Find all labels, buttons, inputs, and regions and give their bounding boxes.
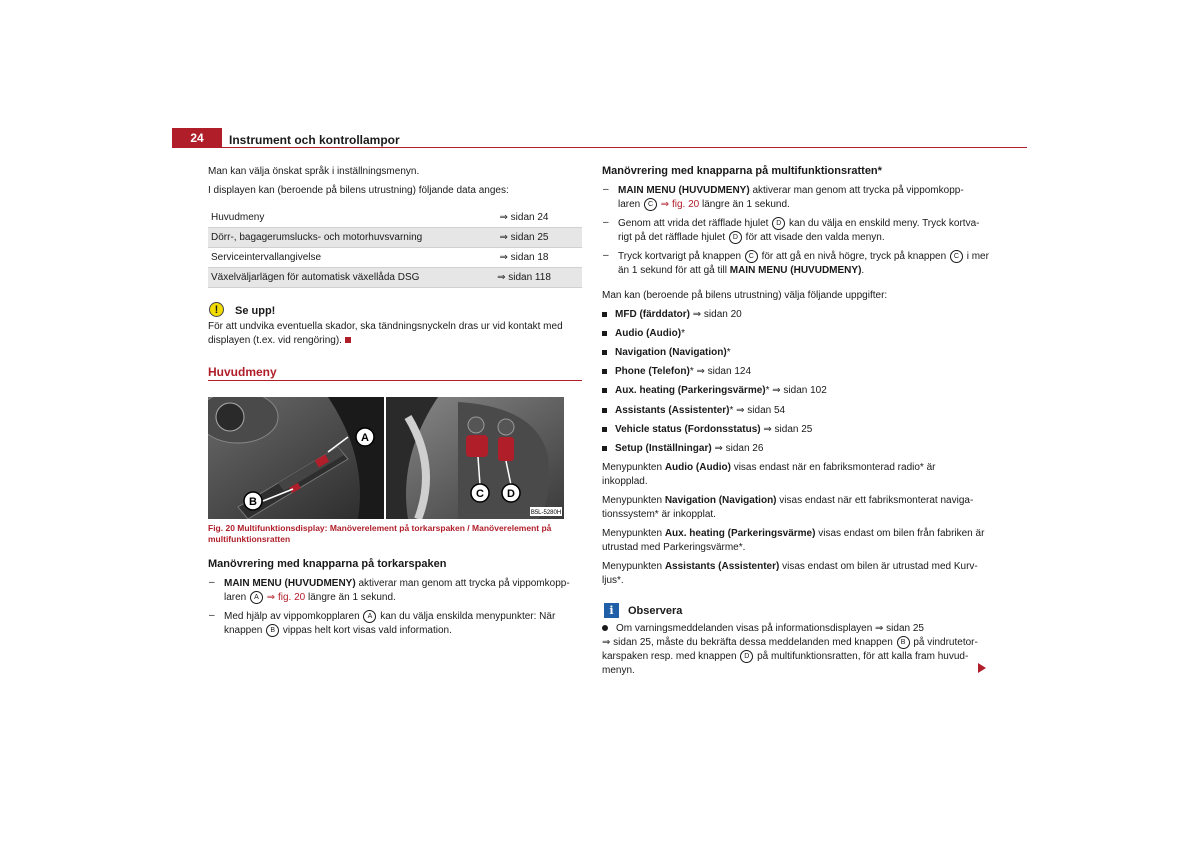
wheel-item-3-line-2: än 1 sekund för att gå till MAIN MENU (HUVUDMENY). — [618, 265, 865, 276]
button-d-marker: D — [772, 217, 785, 230]
note-line-1: Om varningsmeddelanden visas på informationsdisplayen ⇒ sidan 25 — [602, 622, 924, 636]
dash-marker: – — [603, 250, 609, 261]
table-cell-ref[interactable]: ⇒ sidan 24 — [466, 208, 582, 228]
wheel-item-3-line-1: Tryck kortvarigt på knappen C för att gå en nivå högre, tryck på knappen C i mer — [618, 251, 989, 263]
table-cell-ref[interactable]: ⇒ sidan 18 — [466, 248, 582, 268]
dash-marker: – — [603, 184, 609, 195]
bullet-icon — [602, 427, 607, 432]
note-aux-line-1: Menypunkten Aux. heating (Parkeringsvärme) visas endast om bilen från fabriken är — [602, 528, 985, 539]
figure-20 — [208, 397, 564, 519]
bullet-icon — [602, 369, 607, 374]
button-c-marker: C — [644, 198, 657, 211]
display-data-table — [208, 208, 582, 288]
button-a-marker: A — [363, 610, 376, 623]
figure-caption-1: Fig. 20 Multifunktionsdisplay: Manöverelement på torkarspaken / Manöverelement på — [208, 523, 552, 533]
figure-code: B5L-5280H — [530, 510, 562, 516]
list-item: Assistants (Assistenter)* ⇒ sidan 54 — [602, 404, 785, 418]
lever-item-1-line-2: laren A ⇒ fig. 20 längre än 1 sekund. — [224, 592, 396, 604]
note-line-2: ⇒ sidan 25, måste du bekräfta dessa meddelanden med knappen B på vindrutetor- — [602, 637, 978, 649]
fig-link[interactable]: ⇒ fig. 20 — [658, 199, 700, 211]
bullet-icon — [602, 312, 607, 317]
dash-marker: – — [603, 217, 609, 228]
button-c-marker: C — [950, 250, 963, 263]
note-line-4: menyn. — [602, 665, 635, 676]
right-section-title: Manövrering med knapparna på multifunktionsratten* — [602, 165, 882, 177]
bullet-icon — [602, 331, 607, 336]
wheel-item-2-line-1: Genom att vrida det räfflade hjulet D kan du välja en enskild meny. Tryck kortva- — [618, 218, 980, 230]
caution-line-1: För att undvika eventuella skador, ska tändningsnyckeln dras ur vid kontakt med — [208, 321, 563, 332]
callout-d-label: D — [507, 488, 515, 500]
lever-item-2-line-2: knappen B vippas helt kort visas vald information. — [224, 625, 452, 637]
bullet-icon — [602, 446, 607, 451]
note-assist-line-1: Menypunkten Assistants (Assistenter) visas endast om bilen är utrustad med Kurv- — [602, 561, 978, 572]
button-c-marker: C — [745, 250, 758, 263]
table-cell-label: Huvudmeny — [208, 208, 466, 228]
list-item: Aux. heating (Parkeringsvärme)* ⇒ sidan 102 — [602, 384, 827, 398]
wheel-item-2-line-2: rigt på det räfflade hjulet D för att visade den valda menyn. — [618, 232, 885, 244]
list-item: Phone (Telefon)* ⇒ sidan 124 — [602, 365, 751, 379]
note-audio-line-2: inkopplad. — [602, 476, 648, 487]
button-b-marker: B — [266, 624, 279, 637]
note-line-3: karspaken resp. med knappen D på multifunktionsratten, för att kalla fram huvud- — [602, 651, 969, 663]
callout-a-label: A — [361, 432, 369, 444]
wheel-item-1-line-1: MAIN MENU (HUVUDMENY) aktiverar man genom att trycka på vippomkopp- — [618, 185, 964, 196]
table-row — [208, 208, 582, 228]
exclamation-icon: ! — [209, 302, 224, 317]
note-nav-line-1: Menypunkten Navigation (Navigation) visas endast när ett fabriksmonterat naviga- — [602, 495, 974, 506]
wheel-item-1-line-2: laren C ⇒ fig. 20 längre än 1 sekund. — [618, 199, 790, 211]
table-cell-ref[interactable]: ⇒ sidan 118 — [466, 268, 582, 288]
list-item: Navigation (Navigation)* — [602, 346, 731, 360]
note-aux-line-2: utrustad med Parkeringsvärme*. — [602, 542, 746, 553]
chapter-title: Instrument och kontrollampor — [229, 133, 400, 147]
page-number: 24 — [190, 131, 204, 145]
callout-c-label: C — [476, 488, 484, 500]
dash-marker: – — [209, 610, 215, 621]
table-row — [208, 268, 582, 288]
options-intro: Man kan (beroende på bilens utrustning) välja följande uppgifter: — [602, 290, 888, 301]
section-rule — [208, 380, 582, 381]
bullet-icon — [602, 388, 607, 393]
subsection-title: Manövrering med knapparna på torkarspaken — [208, 558, 447, 570]
note-assist-line-2: ljus*. — [602, 575, 624, 586]
header-rule — [222, 147, 1027, 148]
caution-title: Se upp! — [235, 305, 276, 317]
button-b-marker: B — [897, 636, 910, 649]
list-item: Vehicle status (Fordonsstatus) ⇒ sidan 25 — [602, 423, 812, 437]
dash-marker: – — [209, 577, 215, 588]
table-cell-label: Serviceintervallangivelse — [208, 248, 466, 268]
table-cell-label: Växelväljarlägen för automatisk växellåda DSG — [208, 268, 466, 288]
intro-language: Man kan välja önskat språk i inställningsmenyn. — [208, 166, 420, 177]
fig-link[interactable]: ⇒ fig. 20 — [264, 592, 306, 604]
info-icon: i — [604, 603, 619, 618]
button-d-marker: D — [740, 650, 753, 663]
lever-item-2-line-1: Med hjälp av vippomkopplaren A kan du välja enskilda menypunkter: När — [224, 611, 556, 623]
lever-item-1-line-1: MAIN MENU (HUVUDMENY) aktiverar man genom att trycka på vippomkopp- — [224, 578, 570, 589]
end-square-icon — [345, 337, 351, 343]
callout-b-label: B — [249, 496, 257, 508]
bullet-icon — [602, 350, 607, 355]
caution-line-2: displayen (t.ex. vid rengöring). — [208, 334, 351, 348]
note-audio-line-1: Menypunkten Audio (Audio) visas endast när en fabriksmonterad radio* är — [602, 462, 936, 473]
table-row — [208, 228, 582, 248]
continue-arrow-icon — [978, 663, 986, 673]
button-a-marker: A — [250, 591, 263, 604]
bullet-icon — [602, 408, 607, 413]
list-item: Audio (Audio)* — [602, 327, 685, 341]
table-row — [208, 248, 582, 268]
table-cell-label: Dörr-, bagagerumslucks- och motorhuvsvarning — [208, 228, 466, 248]
figure-caption-2: multifunktionsratten — [208, 534, 291, 544]
button-d-marker: D — [729, 231, 742, 244]
list-item: MFD (färddator) ⇒ sidan 20 — [602, 308, 742, 322]
list-item: Setup (Inställningar) ⇒ sidan 26 — [602, 442, 763, 456]
intro-display: I displayen kan (beroende på bilens utrustning) följande data anges: — [208, 185, 509, 196]
table-cell-ref[interactable]: ⇒ sidan 25 — [466, 228, 582, 248]
note-title: Observera — [628, 605, 683, 617]
section-title: Huvudmeny — [208, 365, 277, 379]
bullet-icon — [602, 625, 608, 631]
note-nav-line-2: tionssystem* är inkopplat. — [602, 509, 716, 520]
